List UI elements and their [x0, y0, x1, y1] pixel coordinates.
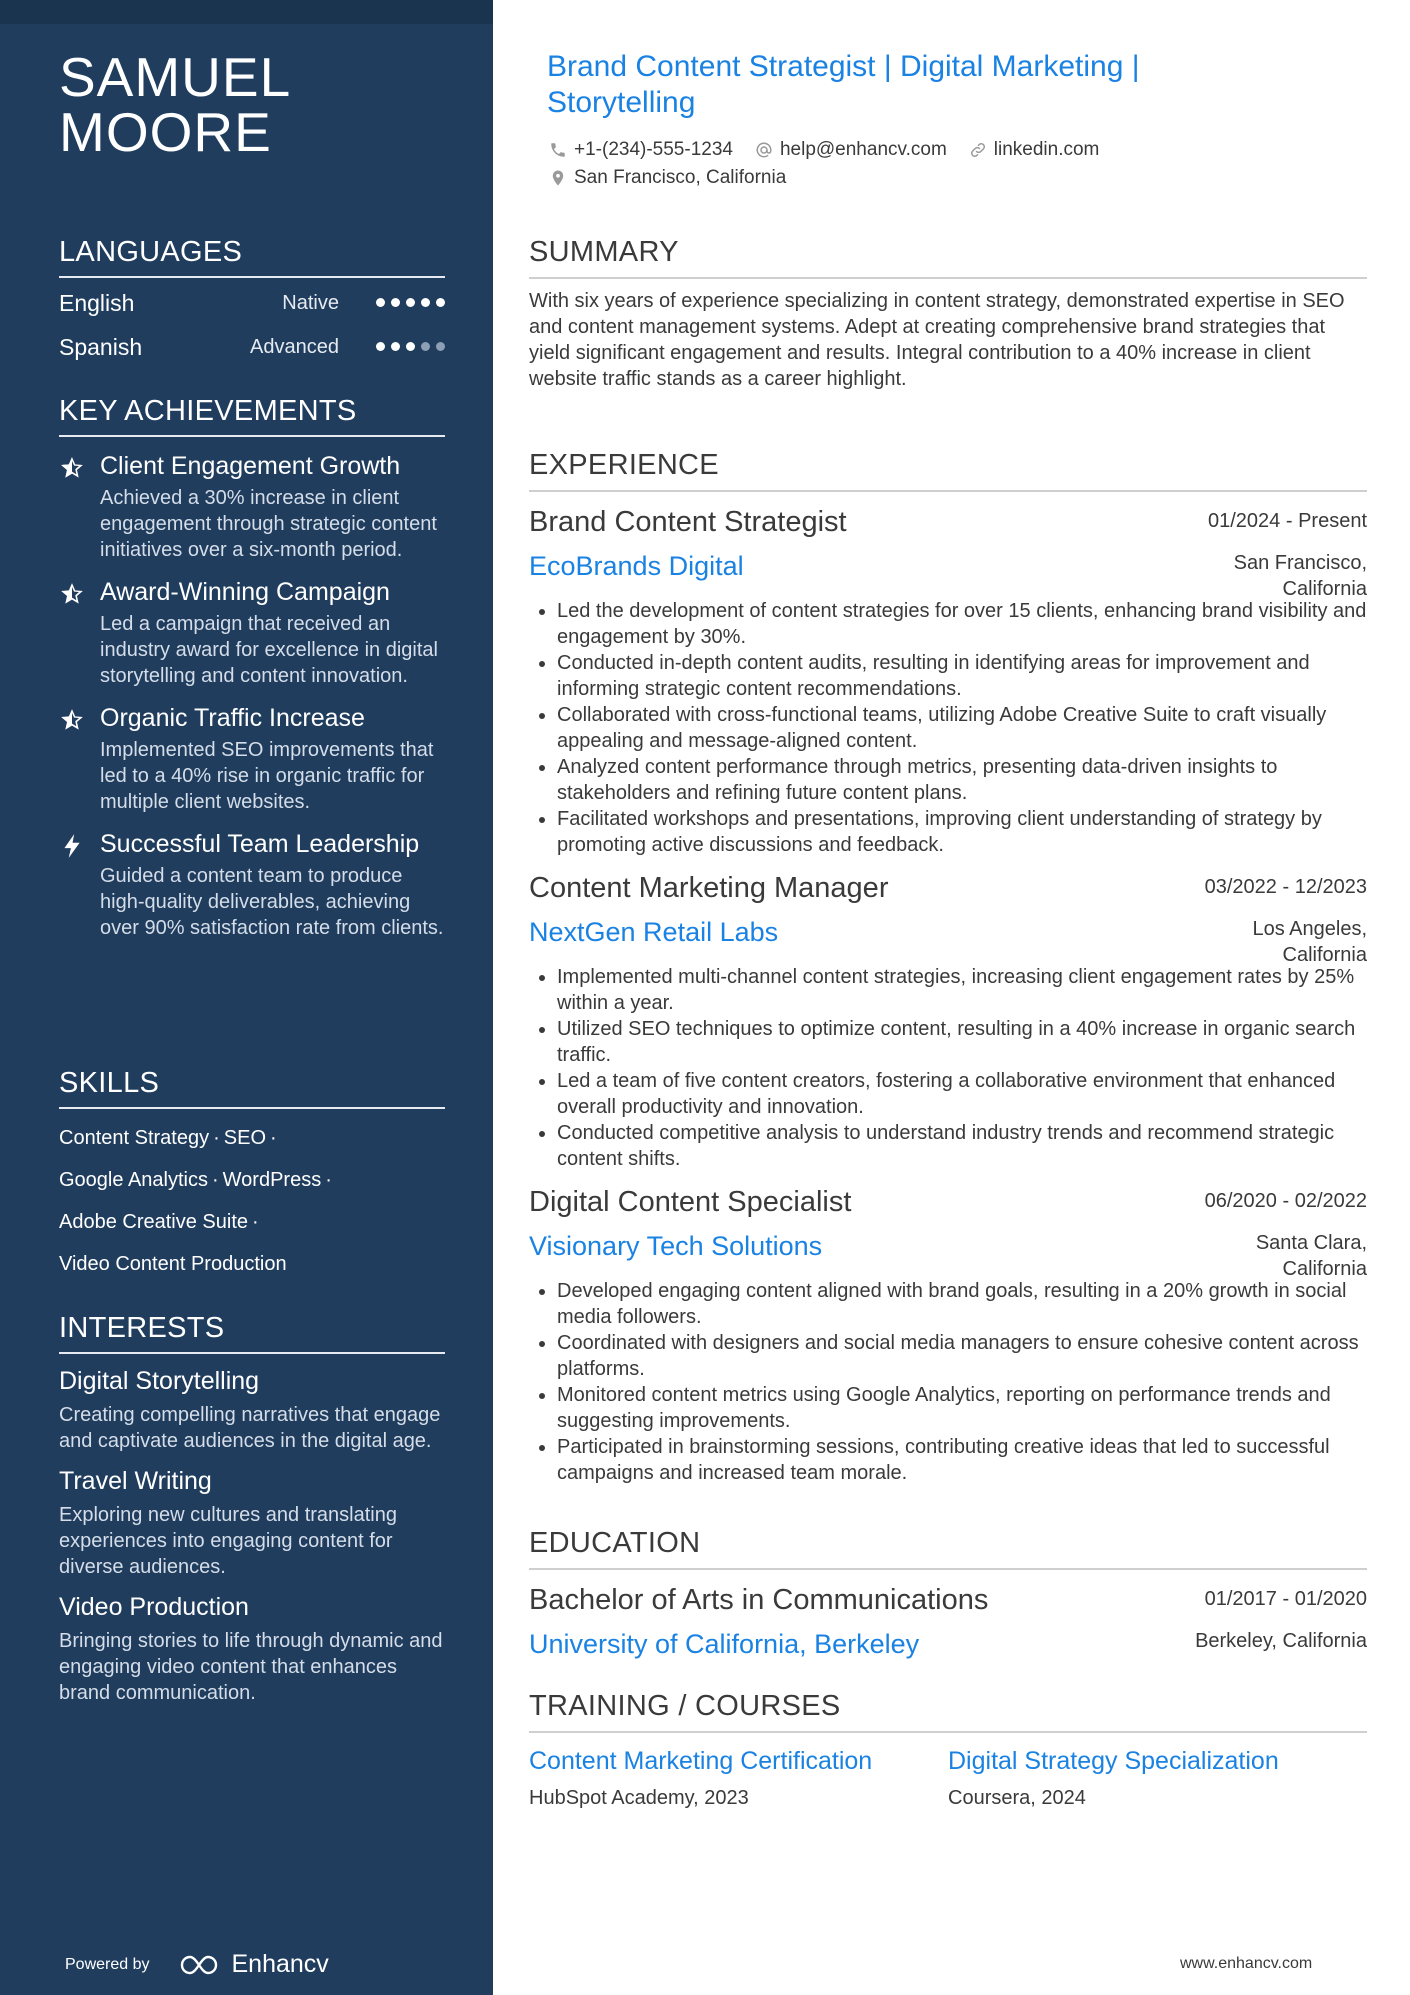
phone-text: +1-(234)-555-1234 — [574, 139, 733, 160]
job-dates: 03/2022 - 12/2023 — [1204, 876, 1367, 898]
candidate-name — [59, 46, 459, 163]
phone-icon — [549, 141, 567, 159]
summary-text: With six years of experience specializing in content strategy, demonstrated expertise in SEO and content management systems. Adept at creating comprehensive brand strategies that yield significant engagement and results. Integral contribution to a 40% increase in client website traffic stands as a career highlight. — [529, 290, 1345, 390]
achievement-desc: Achieved a 30% increase in client engagement through strategic content initiatives over a six-month period. — [100, 487, 437, 561]
course-list — [529, 1745, 1367, 1811]
skill-separator: · — [213, 1127, 220, 1149]
job-bullets — [529, 598, 1367, 858]
achievements-section — [59, 393, 445, 941]
sidebar-top-strip — [0, 0, 493, 24]
job-location: San Francisco, California — [1233, 552, 1367, 600]
education-subheader — [529, 1622, 1367, 1664]
course-item — [948, 1745, 1367, 1811]
job-bullet: Participated in brainstorming sessions, contributing creative ideas that led to successful campaigns and increased team morale. — [529, 1434, 1367, 1486]
job-bullet: Facilitated workshops and presentations, improving client understanding of strategy by promoting active discussions and feedback. — [529, 806, 1367, 858]
headline-tagline: Brand Content Strategist | Digital Marketing | Storytelling — [547, 50, 1140, 119]
first-name: SAMUEL — [59, 46, 292, 108]
job-entry — [529, 502, 1367, 858]
job-company: EcoBrands Digital — [529, 551, 744, 581]
interest-item — [59, 1592, 445, 1706]
education-entry — [529, 1580, 1367, 1664]
lightning-icon — [59, 833, 85, 859]
course-title: Digital Strategy Specialization — [948, 1747, 1279, 1775]
job-bullet: Utilized SEO techniques to optimize content, resulting in a 40% increase in organic search traffic. — [529, 1016, 1367, 1068]
education-header — [529, 1580, 1367, 1622]
achievement-title: Award-Winning Campaign — [100, 578, 390, 606]
job-title: Digital Content Specialist — [529, 1186, 852, 1218]
job-company: NextGen Retail Labs — [529, 917, 779, 947]
job-subheader — [529, 910, 1367, 966]
rating-dot-filled — [436, 298, 445, 307]
languages-heading: LANGUAGES — [59, 234, 445, 278]
summary-heading: SUMMARY — [529, 234, 1367, 279]
interests-section — [59, 1310, 445, 1706]
skill-separator: · — [270, 1127, 277, 1149]
skill-tag: WordPress — [222, 1169, 322, 1191]
rating-dot-filled — [376, 298, 385, 307]
skill-separator: · — [211, 1169, 219, 1191]
link-icon — [969, 141, 987, 159]
skill-tag: Google Analytics — [59, 1169, 208, 1191]
interest-desc: Bringing stories to life through dynamic and engaging video content that enhances brand communication. — [59, 1630, 443, 1704]
powered-by-label: Powered by — [65, 1955, 150, 1973]
linkedin-text: linkedin.com — [993, 139, 1100, 160]
achievement-title: Successful Team Leadership — [100, 830, 420, 858]
skills-section — [59, 1065, 445, 1277]
achievement-desc: Led a campaign that received an industry award for excellence in digital storytelling and content innovation. — [100, 613, 438, 687]
achievement-item — [59, 577, 445, 689]
education-section — [529, 1525, 1367, 1664]
contact-row — [549, 136, 1329, 164]
skill-tag: SEO — [223, 1127, 267, 1149]
summary-section — [529, 234, 1367, 392]
interest-desc: Creating compelling narratives that engage and captivate audiences in the digital age. — [59, 1404, 441, 1452]
job-bullets — [529, 1278, 1367, 1486]
interest-item — [59, 1466, 445, 1580]
job-location: Los Angeles, California — [1252, 918, 1367, 966]
phone-contact[interactable] — [549, 139, 733, 161]
job-bullet: Developed engaging content aligned with brand goals, resulting in a 20% growth in social media followers. — [529, 1278, 1367, 1330]
course-provider: Coursera, 2024 — [948, 1787, 1086, 1809]
job-bullet: Led the development of content strategies for over 15 clients, enhancing brand visibility and engagement by 30%. — [529, 598, 1367, 650]
job-bullet: Led a team of five content creators, fostering a collaborative environment that enhanced overall productivity and innovation. — [529, 1068, 1367, 1120]
enhancv-logo[interactable] — [178, 1950, 329, 1979]
language-name: English — [59, 290, 135, 316]
skill-tag: Content Strategy — [59, 1127, 210, 1149]
job-title: Content Marketing Manager — [529, 872, 889, 904]
footer-url[interactable]: www.enhancv.com — [1180, 1955, 1313, 1972]
last-name: MOORE — [59, 101, 272, 163]
contact-info — [549, 136, 1329, 192]
skill-line — [59, 1167, 445, 1193]
language-row — [59, 278, 445, 322]
course-item — [529, 1745, 948, 1811]
job-dates: 01/2024 - Present — [1208, 510, 1367, 532]
job-bullet: Implemented multi-channel content strategies, increasing client engagement rates by 25% within a year. — [529, 964, 1367, 1016]
location-text: San Francisco, California — [574, 167, 787, 188]
job-dates: 06/2020 - 02/2022 — [1204, 1190, 1367, 1212]
interest-item — [59, 1366, 445, 1454]
degree-title: Bachelor of Arts in Communications — [529, 1584, 989, 1616]
email-text: help@enhancv.com — [779, 139, 947, 160]
course-provider: HubSpot Academy, 2023 — [529, 1787, 749, 1809]
job-header — [529, 502, 1367, 544]
skill-line — [59, 1251, 445, 1277]
achievement-desc: Implemented SEO improvements that led to a 40% rise in organic traffic for multiple client websites. — [100, 739, 434, 813]
achievement-title: Client Engagement Growth — [100, 452, 401, 480]
achievement-item — [59, 703, 445, 815]
achievement-title: Organic Traffic Increase — [100, 704, 365, 732]
job-header — [529, 868, 1367, 910]
skill-tag: Adobe Creative Suite — [59, 1211, 249, 1233]
job-bullet: Conducted in-depth content audits, resulting in identifying areas for improvement and informing strategic content recommendations. — [529, 650, 1367, 702]
star-icon — [59, 581, 85, 607]
course-title: Content Marketing Certification — [529, 1747, 873, 1775]
rating-dot-empty — [421, 342, 430, 351]
achievement-desc: Guided a content team to produce high-quality deliverables, achieving over 90% satisfaction rate from clients. — [100, 865, 444, 939]
language-level: Native — [282, 292, 339, 314]
job-bullet: Monitored content metrics using Google Analytics, reporting on performance trends and suggesting improvements. — [529, 1382, 1367, 1434]
enhancv-logo-text: Enhancv — [231, 1950, 329, 1978]
job-entry — [529, 868, 1367, 1172]
experience-heading: EXPERIENCE — [529, 447, 1367, 492]
language-rating — [376, 342, 445, 351]
languages-section — [59, 234, 445, 366]
education-heading: EDUCATION — [529, 1525, 1367, 1570]
rating-dot-filled — [391, 298, 400, 307]
skill-separator: · — [325, 1169, 332, 1191]
powered-by — [65, 1950, 329, 1979]
achievements-heading: KEY ACHIEVEMENTS — [59, 393, 445, 437]
at-icon — [755, 141, 773, 159]
linkedin-contact[interactable] — [969, 139, 1100, 161]
sidebar — [0, 0, 493, 1995]
interest-title: Travel Writing — [59, 1467, 212, 1495]
skill-tag: Video Content Production — [59, 1253, 287, 1275]
skill-line — [59, 1125, 445, 1151]
location-pin-icon — [549, 168, 567, 188]
job-bullet: Analyzed content performance through metrics, presenting data-driven insights to stakeholders and refining future content plans. — [529, 754, 1367, 806]
job-entry — [529, 1182, 1367, 1486]
skills-heading: SKILLS — [59, 1065, 445, 1109]
interests-heading: INTERESTS — [59, 1310, 445, 1354]
contact-row — [549, 164, 1329, 192]
language-rating — [376, 298, 445, 307]
star-icon — [59, 455, 85, 481]
school-name: University of California, Berkeley — [529, 1629, 920, 1659]
training-section — [529, 1688, 1367, 1811]
job-header — [529, 1182, 1367, 1224]
achievement-item — [59, 451, 445, 563]
experience-section — [529, 447, 1367, 1486]
interest-title: Video Production — [59, 1593, 249, 1621]
rating-dot-filled — [406, 298, 415, 307]
rating-dot-filled — [391, 342, 400, 351]
job-bullet: Conducted competitive analysis to understand industry trends and recommend strategic content shifts. — [529, 1120, 1367, 1172]
rating-dot-empty — [436, 342, 445, 351]
star-icon — [59, 707, 85, 733]
job-bullet: Collaborated with cross-functional teams, utilizing Adobe Creative Suite to craft visually appealing and message-aligned content. — [529, 702, 1367, 754]
interest-title: Digital Storytelling — [59, 1367, 260, 1395]
training-heading: TRAINING / COURSES — [529, 1688, 1367, 1733]
job-title: Brand Content Strategist — [529, 506, 847, 538]
job-subheader — [529, 544, 1367, 600]
job-bullets — [529, 964, 1367, 1172]
education-location: Berkeley, California — [1195, 1630, 1367, 1652]
language-level: Advanced — [250, 336, 339, 358]
skill-line — [59, 1209, 445, 1235]
location-contact — [549, 167, 786, 189]
job-company: Visionary Tech Solutions — [529, 1231, 823, 1261]
job-bullet: Coordinated with designers and social media managers to ensure cohesive content across platforms. — [529, 1330, 1367, 1382]
language-name: Spanish — [59, 334, 143, 360]
job-location: Santa Clara, California — [1255, 1232, 1367, 1280]
education-dates: 01/2017 - 01/2020 — [1204, 1588, 1367, 1610]
enhancv-logo-icon — [178, 1953, 224, 1977]
rating-dot-filled — [406, 342, 415, 351]
job-subheader — [529, 1224, 1367, 1280]
achievement-item — [59, 829, 445, 941]
skill-separator: · — [252, 1211, 259, 1233]
rating-dot-filled — [421, 298, 430, 307]
interest-desc: Exploring new cultures and translating experiences into engaging content for diverse audiences. — [59, 1504, 397, 1578]
email-contact[interactable] — [755, 139, 947, 161]
language-row — [59, 322, 445, 366]
rating-dot-filled — [376, 342, 385, 351]
